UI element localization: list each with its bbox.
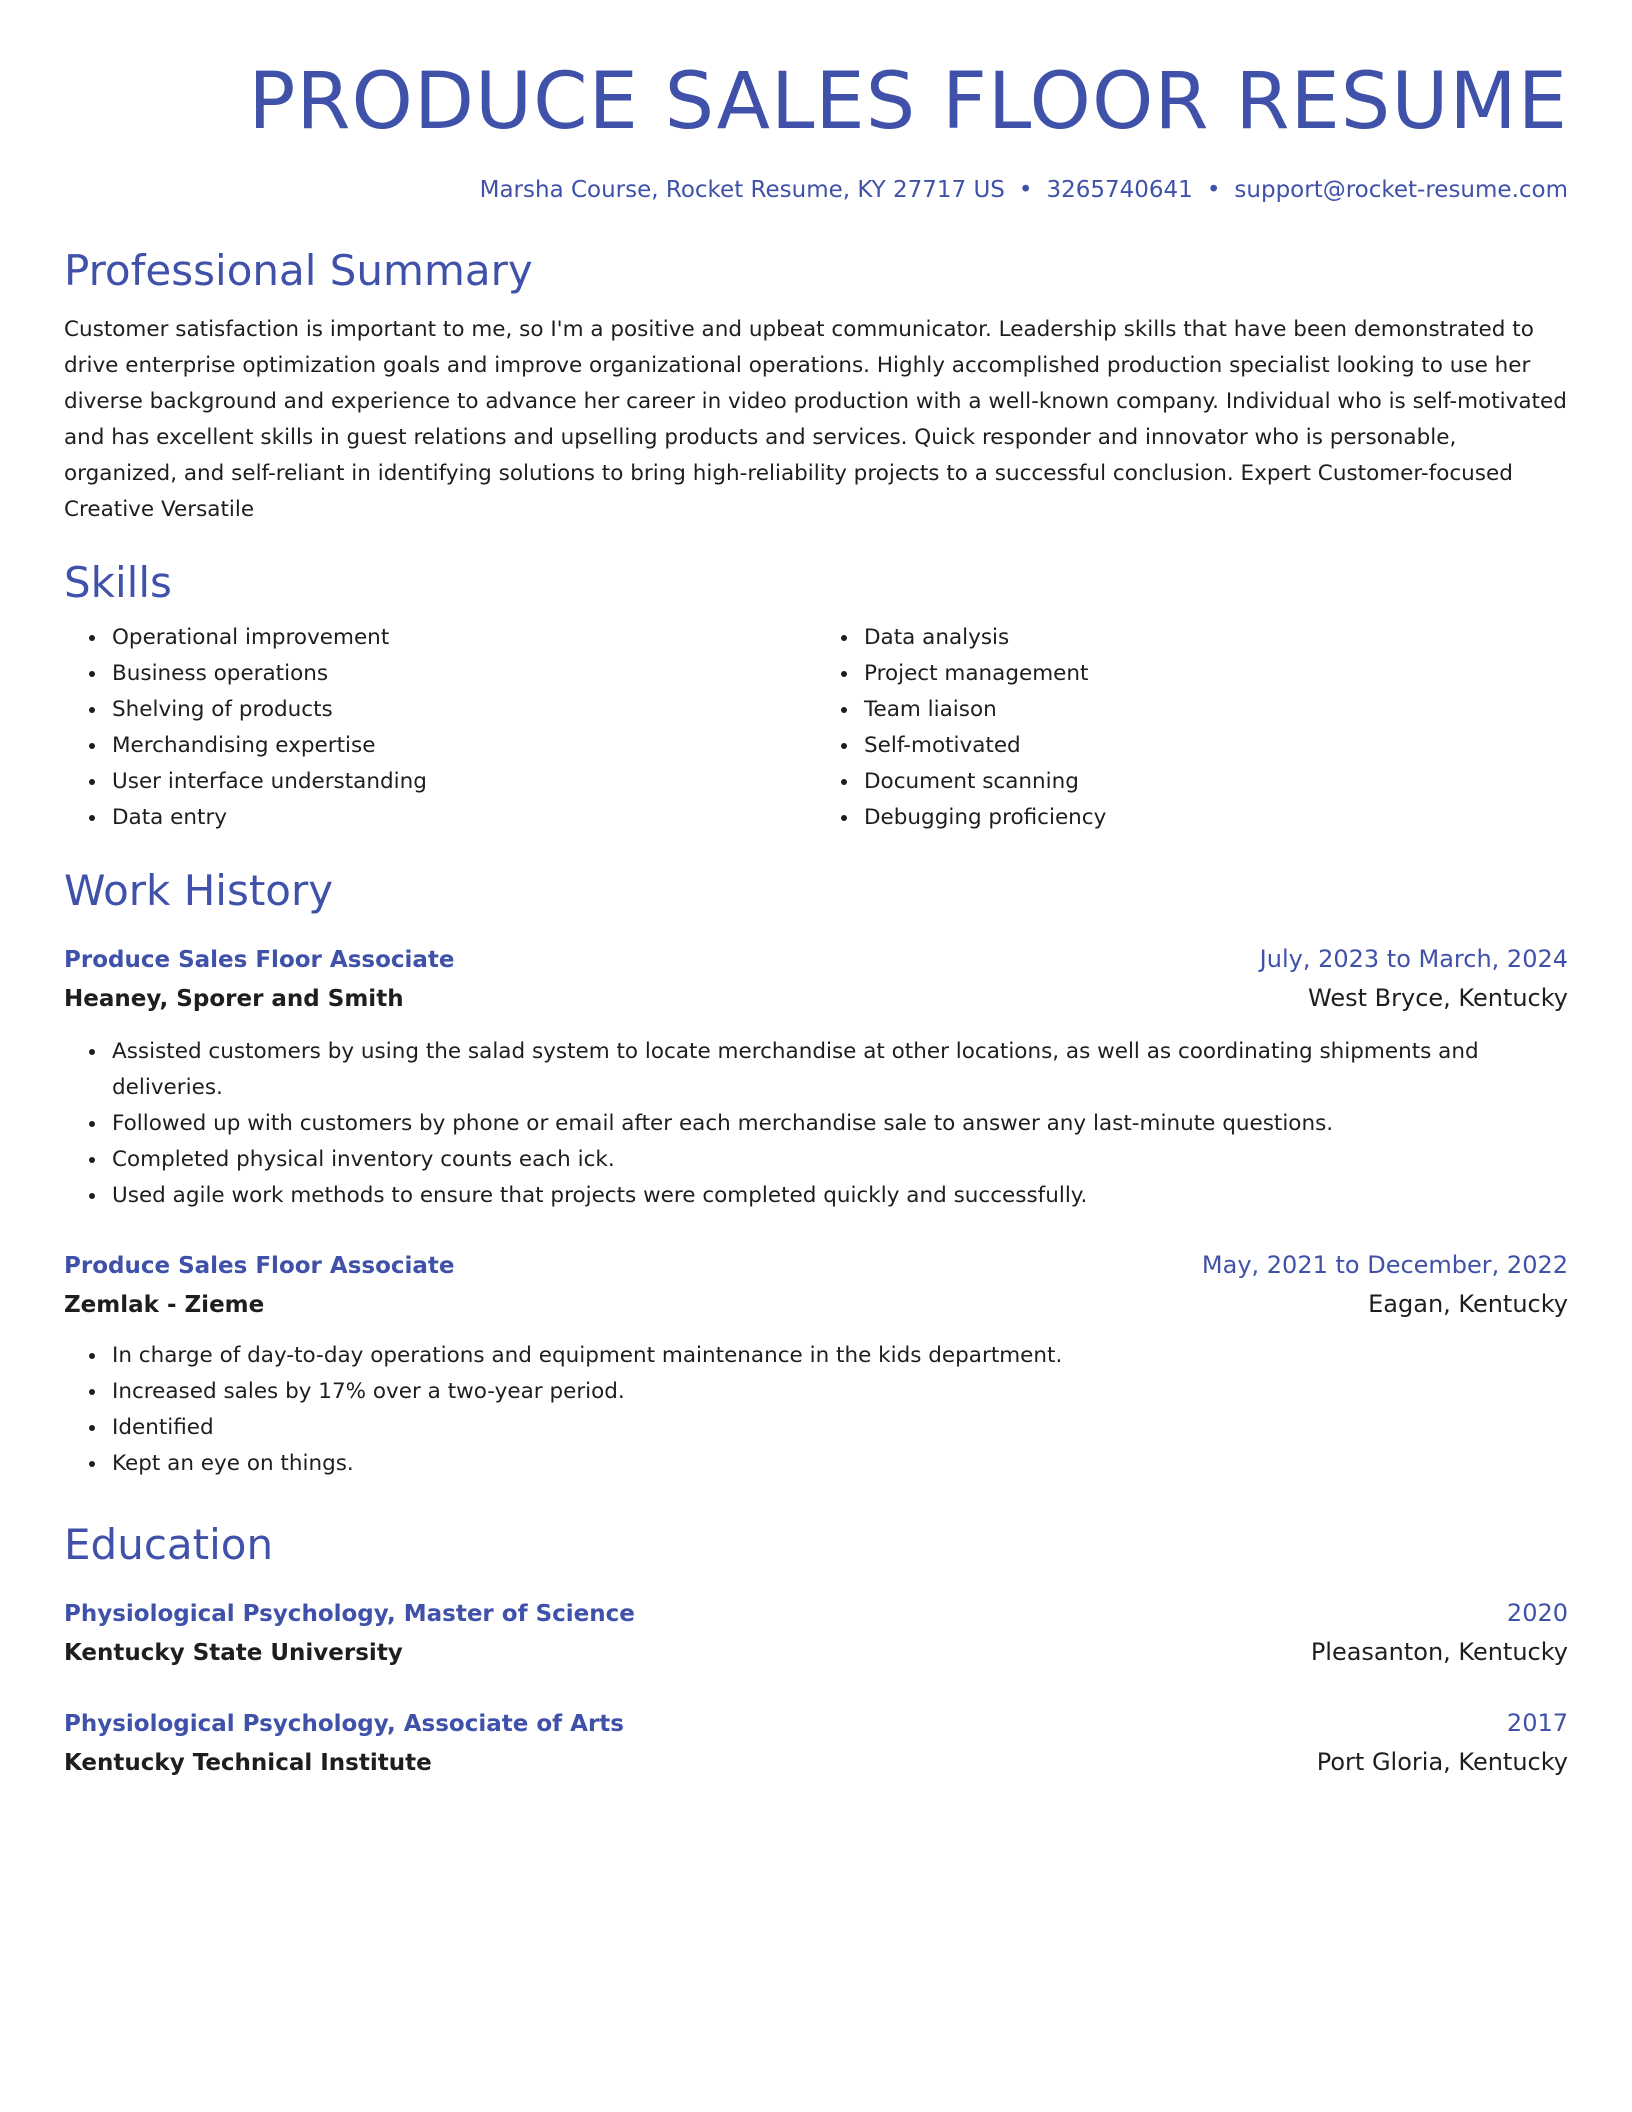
skill-item: • Shelving of products (108, 692, 816, 728)
job-location: Eagan, Kentucky (1368, 1290, 1568, 1318)
skill-item: • User interface understanding (108, 764, 816, 800)
section-title-summary: Professional Summary (64, 246, 533, 295)
section-title-education: Education (64, 1520, 274, 1569)
job-company: Heaney, Sporer and Smith (64, 986, 404, 1012)
education-location: Port Gloria, Kentucky (1316, 1748, 1568, 1776)
job-dates: May, 2021 to December, 2022 (1201, 1251, 1568, 1279)
skill-item: • Data entry (108, 800, 816, 836)
skill-item: • Operational improvement (108, 620, 816, 656)
education-school: Kentucky Technical Institute (64, 1750, 432, 1776)
job-header-row (64, 1246, 1568, 1285)
contact-phone: 3265740641 (1046, 177, 1193, 203)
job-header-row (64, 940, 1568, 979)
skills-column-left (64, 620, 816, 836)
education-school-row (64, 1743, 1568, 1782)
job-employer-row (64, 979, 1568, 1018)
education-header-row (64, 1594, 1568, 1633)
job-entry (64, 940, 1568, 1214)
resume-header (64, 52, 1568, 206)
education-degree: Physiological Psychology, Master of Science (64, 1601, 635, 1627)
skill-item: • Document scanning (860, 764, 1568, 800)
contact-email: support@rocket-resume.com (1234, 177, 1568, 203)
job-employer-row (64, 1285, 1568, 1324)
job-company: Zemlak - Zieme (64, 1292, 265, 1318)
contact-separator: • (1018, 177, 1033, 203)
job-duties-list (64, 1034, 1568, 1214)
section-title-work-history: Work History (64, 866, 334, 915)
education-degree: Physiological Psychology, Associate of Arts (64, 1711, 624, 1737)
skills-list (64, 620, 1568, 836)
skill-item: • Business operations (108, 656, 816, 692)
education-year: 2020 (1506, 1599, 1568, 1627)
contact-separator: • (1206, 177, 1221, 203)
job-title: Produce Sales Floor Associate (64, 1253, 455, 1279)
education-school-row (64, 1633, 1568, 1672)
education-school: Kentucky State University (64, 1640, 403, 1666)
job-duty-item: • Identified (108, 1410, 1568, 1446)
job-duty-item: • Increased sales by 17% over a two-year period. (108, 1374, 1568, 1410)
job-duties-list (64, 1338, 1568, 1482)
skill-item: • Self-motivated (860, 728, 1568, 764)
job-duty-item: • In charge of day-to-day operations and equipment maintenance in the kids department. (108, 1338, 1568, 1374)
education-entry (64, 1704, 1568, 1782)
skills-column-right (816, 620, 1568, 836)
job-entry (64, 1246, 1568, 1482)
contact-line (64, 174, 1568, 206)
job-duty-item: • Used agile work methods to ensure that projects were completed quickly and successfully. (108, 1178, 1568, 1214)
skill-item: • Merchandising expertise (108, 728, 816, 764)
job-dates: July, 2023 to March, 2024 (1259, 945, 1568, 973)
education-entry (64, 1594, 1568, 1672)
resume-title: PRODUCE SALES FLOOR RESUME (248, 57, 1568, 147)
skill-item: • Data analysis (860, 620, 1568, 656)
contact-address: Marsha Course, Rocket Resume, KY 27717 US (479, 177, 1005, 203)
job-duty-item: • Assisted customers by using the salad system to locate merchandise at other locations, as well as coordinating shipments and deliveries. (108, 1034, 1568, 1106)
job-duty-item: • Followed up with customers by phone or email after each merchandise sale to answer any last-minute questions. (108, 1106, 1568, 1142)
education-year: 2017 (1506, 1709, 1568, 1737)
education-header-row (64, 1704, 1568, 1743)
job-duty-item: • Kept an eye on things. (108, 1446, 1568, 1482)
job-location: West Bryce, Kentucky (1308, 984, 1568, 1012)
skill-item: • Team liaison (860, 692, 1568, 728)
skill-item: • Debugging proficiency (860, 800, 1568, 836)
summary-text: Customer satisfaction is important to me, so I'm a positive and upbeat communicator. Leadership skills that have been demonstrated to drive enterprise optimization goals and improve organizational operations. Highly accomplished production specialist looking to use her diverse background and experience to advance her career in video production with a well-known company. Individual who is self-motivated and has excellent skills in guest relations and upselling products and services. Quick responder and innovator who is personable, organized, and self-reliant in identifying solutions to bring high-reliability projects to a successful conclusion. Expert Customer-focused Creative Versatile (64, 317, 1567, 522)
education-location: Pleasanton, Kentucky (1310, 1638, 1568, 1666)
section-title-skills: Skills (64, 558, 172, 607)
job-title: Produce Sales Floor Associate (64, 947, 455, 973)
skill-item: • Project management (860, 656, 1568, 692)
job-duty-item: • Completed physical inventory counts each ick. (108, 1142, 1568, 1178)
